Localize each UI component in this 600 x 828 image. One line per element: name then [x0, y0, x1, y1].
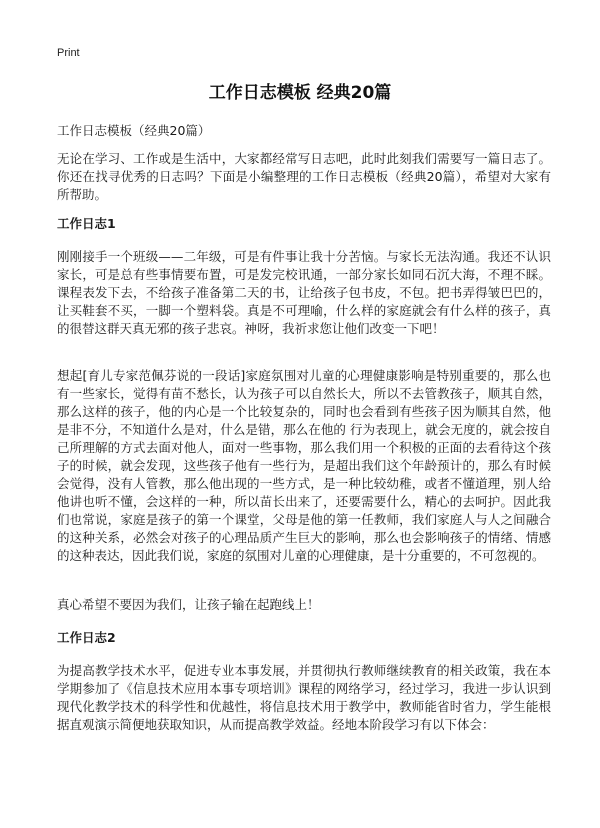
- document-subtitle: 工作日志模板（经典20篇）: [57, 123, 211, 138]
- section-heading-2: 工作日志2: [57, 630, 116, 645]
- section-2-paragraph-1: 为提高教学技术水平，促进专业本事发展，并贯彻执行教师继续教育的相关政策，我在本学期参加了《信息技术应用本事专项培训》课程的网络学习，经过学习，我进一步认识到现代化教学技术的科学性和优越性，将信息技术用于教学中，教师能省时省力，学生能根据直观演示简便地获取知识，从而提高教学效益。经地本阶段学习有以下体会：: [57, 663, 551, 732]
- section-1-paragraph-3: 真心希望不要因为我们，让孩子输在起跑线上！: [57, 597, 320, 612]
- section-1-paragraph-1: 刚刚接手一个班级——二年级，可是有件事让我十分苦恼。与家长无法沟通。我还不认识家长，可是总有些事情要布置，可是发完校讯通，一部分家长如同石沉大海，不理不睬。课程表发下去，不给孩子准备第二天的书，让给孩子包书皮，不包。把书弄得皱巴巴的，让买鞋套不买，一脚一个塑料袋。真是不可理喻，什么样的家庭就会有什么样的孩子，真的很替这群天真无邪的孩子悲哀。神呀，我祈求您让他们改变一下吧！: [57, 249, 551, 336]
- page-title: 工作日志模板 经典20篇: [208, 83, 392, 103]
- intro-paragraph: 无论在学习、工作或是生活中，大家都经常写日志吧，此时此刻我们需要写一篇日志了。你还在找寻优秀的日志吗？下面是小编整理的工作日志模板（经典20篇），希望对大家有所帮助。: [57, 151, 551, 202]
- print-label[interactable]: Print: [57, 47, 80, 59]
- section-1-paragraph-2: 想起[育儿专家范佩芬说的一段话]家庭氛围对儿童的心理健康影响是特别重要的，那么也有一些家长，觉得有苗不愁长，认为孩子可以自然长大，所以不去管教孩子，顺其自然，那么这样的孩子，他的内心是一个比较复杂的，同时也会看到有些孩子因为顺其自然，他是非不分，不知道什么是对，什么是错，那么在他的 行为表现上，就会无度的，就会按自己所理解的方式去面对他人，面对一些事物，那么我们用一个积极的正面的去看待这个孩子的时候，就会发现，这些孩子他有一些行为，是超出我们这个年龄预计的，那么有时候会觉得，没有人管教，那么他出现的一些方式，是一种比较幼稚，或者不懂道理，别人给他讲也听不懂，会这样的一种，所以苗长出来了，还要需要什么，精心的去呵护。因此我们也常说，家庭是孩子的第一个课堂，父母是他的第一任教师，我们家庭人与人之间融合的这种关系，必然会对孩子的心理品质产生巨大的影响，那么也会影响孩子的情绪、情感的这种表达，因此我们说，家庭的氛围对儿童的心理健康，是十分重要的，不可忽视的。: [57, 368, 551, 563]
- section-heading-1: 工作日志1: [57, 216, 116, 231]
